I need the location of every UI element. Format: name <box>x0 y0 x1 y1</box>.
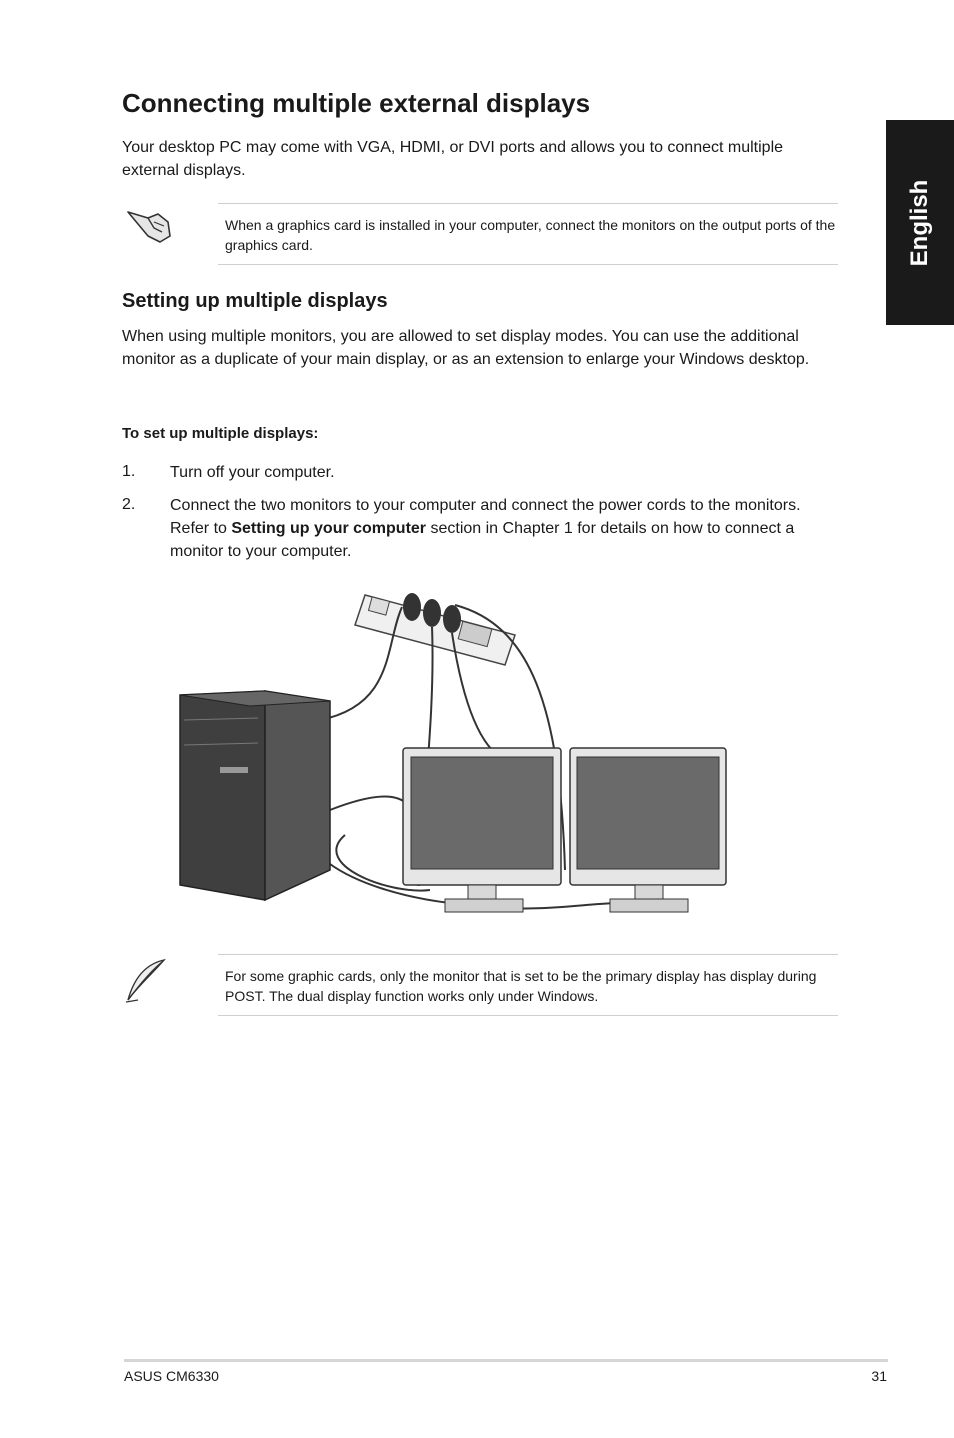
monitor-left <box>403 748 561 912</box>
monitor-right <box>570 748 726 912</box>
language-tab-label: English <box>906 179 933 266</box>
desktop-tower <box>180 691 330 900</box>
page-number: 31 <box>871 1368 887 1384</box>
hand-pointer-icon <box>124 202 174 246</box>
section-paragraph: When using multiple monitors, you are allowed to set display modes. You can use the additional monitor as a duplicate of your main display, or as an extension to enlarge your Windows desktop. <box>122 328 810 368</box>
section-heading: Setting up multiple displays <box>122 290 388 312</box>
step-text-part: Connect the two monitors to your computer and connect the power cords to the monitors. Refer to <box>170 497 801 537</box>
step-text-bold: Setting up your computer <box>231 520 427 537</box>
note-text: For some graphic cards, only the monitor that is set to be the primary display has display during POST. The dual display function works only under Windows. <box>225 968 817 1004</box>
dual-monitor-illustration <box>170 585 740 925</box>
language-tab <box>886 120 954 325</box>
intro-paragraph: Your desktop PC may come with VGA, HDMI, or DVI ports and allows you to connect multiple external displays. <box>122 139 784 179</box>
feather-pen-icon <box>124 956 168 1004</box>
step-text: Turn off your computer. <box>170 464 335 481</box>
procedure-title: To set up multiple displays: <box>122 425 319 442</box>
step-text-part: section in Chapter 1 for details on how to connect a monitor to your computer. <box>170 520 795 560</box>
note-box-primary-display <box>218 954 838 1016</box>
note-box-graphics-card <box>218 203 838 265</box>
footer-divider <box>124 1359 888 1362</box>
note-text: When a graphics card is installed in your computer, connect the monitors on the output ports of the graphics card. <box>225 217 836 253</box>
page-title: Connecting multiple external displays <box>122 88 591 118</box>
step-text <box>170 494 838 563</box>
step-number: 2. <box>122 496 136 513</box>
footer-model: ASUS CM6330 <box>124 1368 219 1384</box>
step-number: 1. <box>122 463 136 480</box>
